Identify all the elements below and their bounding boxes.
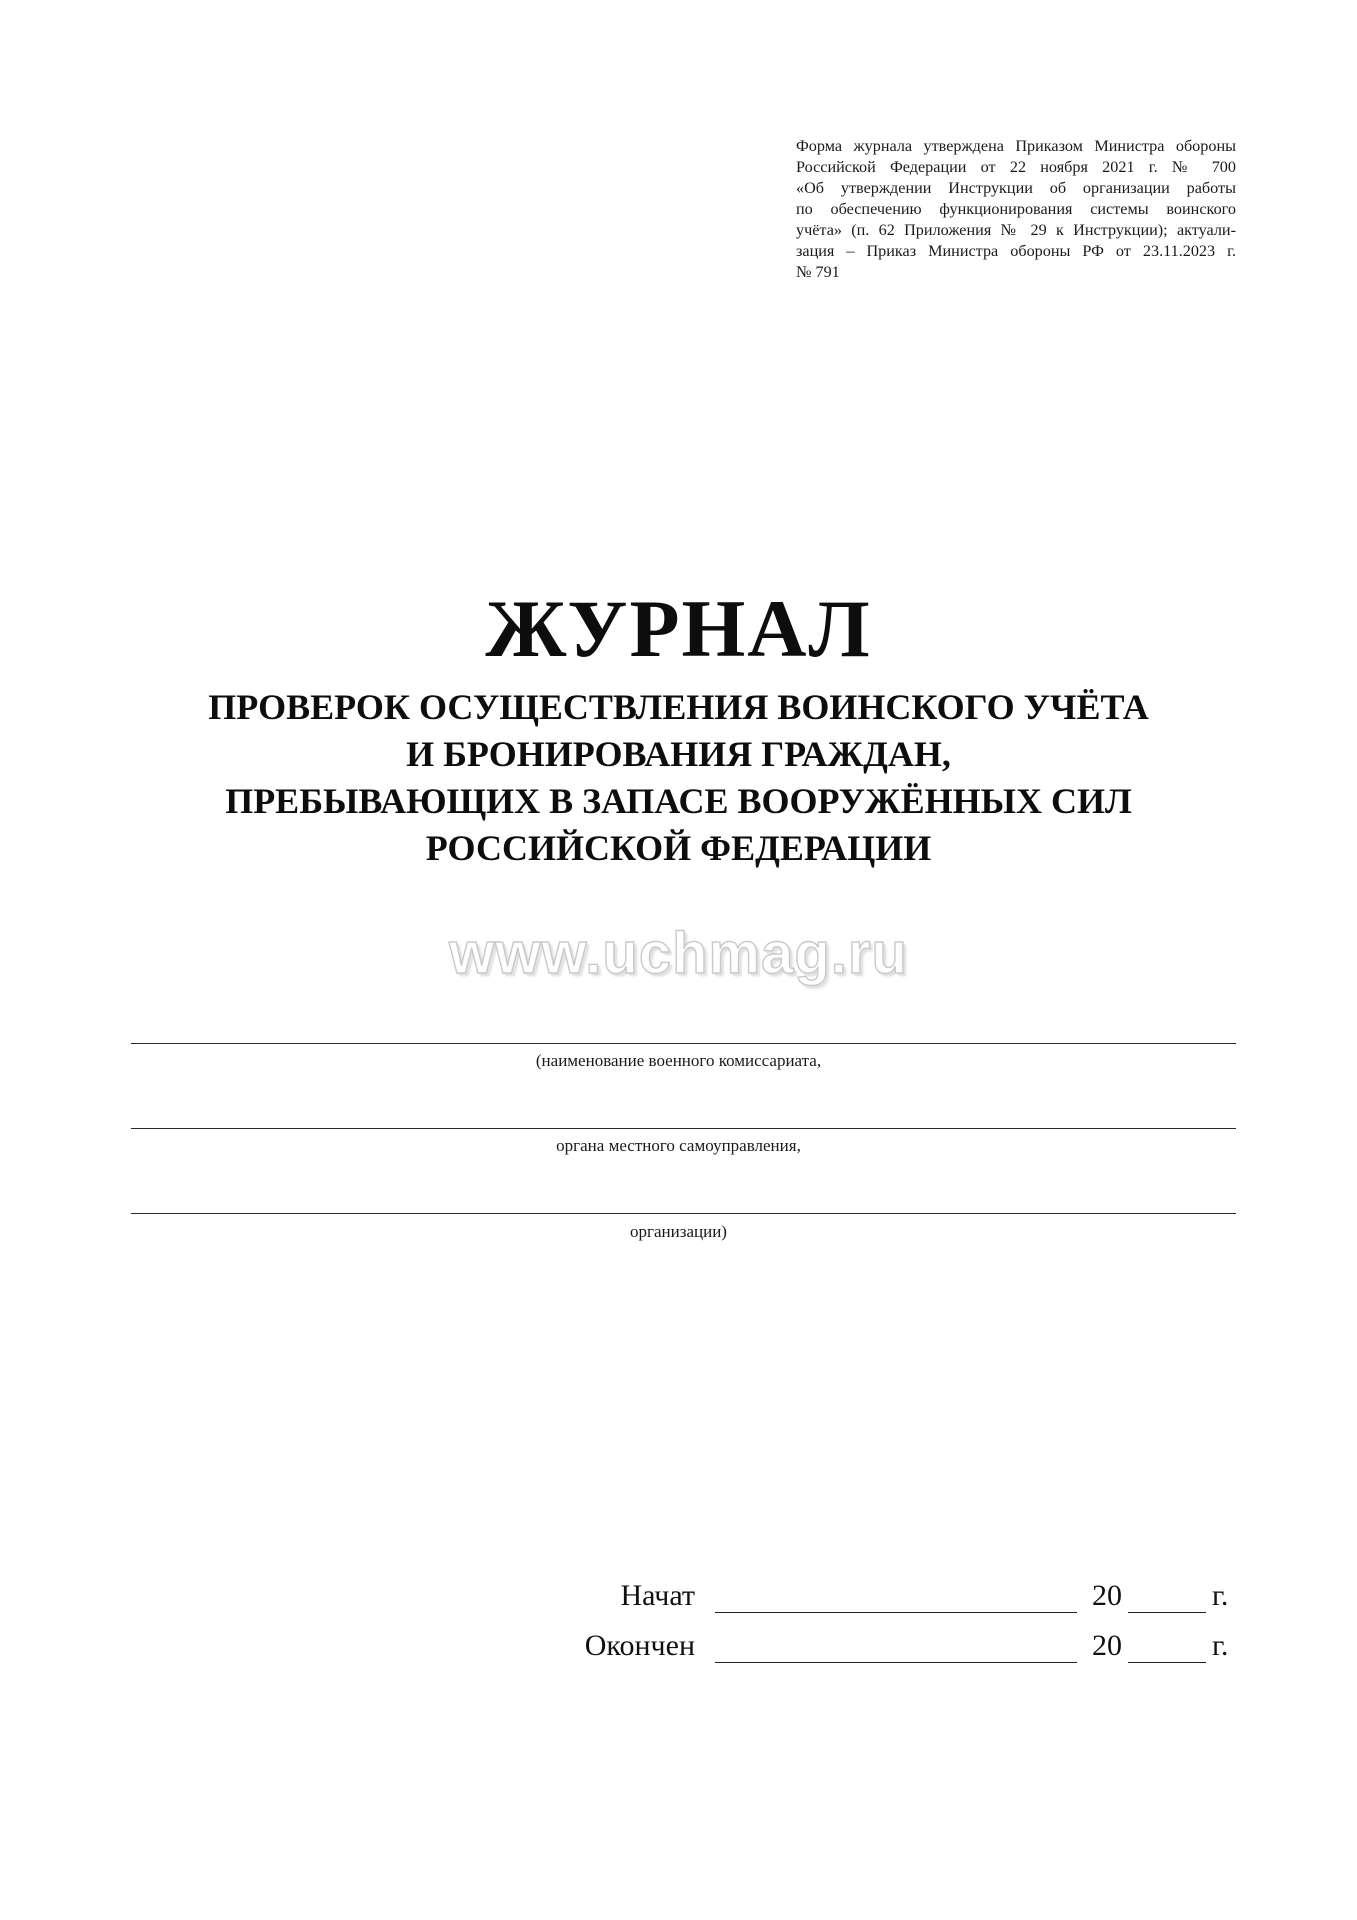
approval-note (796, 136, 1236, 283)
local-government-line[interactable] (131, 1128, 1236, 1129)
finished-row (0, 1628, 1357, 1668)
started-year-prefix: 20 (1092, 1579, 1122, 1612)
approval-note-line: учёта» (п. 62 Приложения № 29 к Инструкции); актуали- (796, 221, 1236, 239)
approval-note-line: зация – Приказ Министра обороны РФ от 23.11.2023 г. (796, 242, 1236, 260)
commissariat-caption: (наименование военного комиссариата, (535, 1051, 822, 1070)
approval-note-line: № 791 (796, 263, 840, 281)
finished-year-line[interactable] (1128, 1662, 1206, 1663)
organization-line[interactable] (131, 1213, 1236, 1214)
commissariat-name-line[interactable] (131, 1043, 1236, 1044)
approval-note-line: по обеспечению функционирования системы воинского (796, 200, 1236, 218)
approval-note-line: «Об утверждении Инструкции об организации работы (796, 179, 1236, 197)
journal-subtitle (0, 684, 1357, 872)
finished-year-suffix: г. (1212, 1629, 1229, 1662)
subtitle-line: ПРЕБЫВАЮЩИХ В ЗАПАСЕ ВООРУЖЁННЫХ СИЛ (225, 781, 1132, 821)
finished-year-prefix: 20 (1092, 1629, 1122, 1662)
started-year-line[interactable] (1128, 1612, 1206, 1613)
site-watermark: www.uchmag.ru (449, 921, 908, 986)
subtitle-line: ПРОВЕРОК ОСУЩЕСТВЛЕНИЯ ВОИНСКОГО УЧЁТА (208, 687, 1149, 727)
approval-note-line: Форма журнала утверждена Приказом Министра обороны (796, 137, 1236, 155)
started-date-line[interactable] (715, 1612, 1077, 1613)
approval-note-line: Российской Федерации от 22 ноября 2021 г. № 700 (796, 158, 1236, 176)
journal-title: ЖУРНАЛ (485, 583, 872, 674)
subtitle-line: И БРОНИРОВАНИЯ ГРАЖДАН, (406, 734, 951, 774)
subtitle-line: РОССИЙСКОЙ ФЕДЕРАЦИИ (425, 828, 932, 868)
finished-date-line[interactable] (715, 1662, 1077, 1663)
started-year-suffix: г. (1212, 1579, 1229, 1612)
finished-label: Окончен (584, 1629, 695, 1662)
started-row (0, 1578, 1357, 1618)
started-label: Начат (620, 1579, 695, 1612)
organization-caption: организации) (630, 1222, 727, 1241)
local-government-caption: органа местного самоуправления, (556, 1136, 801, 1155)
